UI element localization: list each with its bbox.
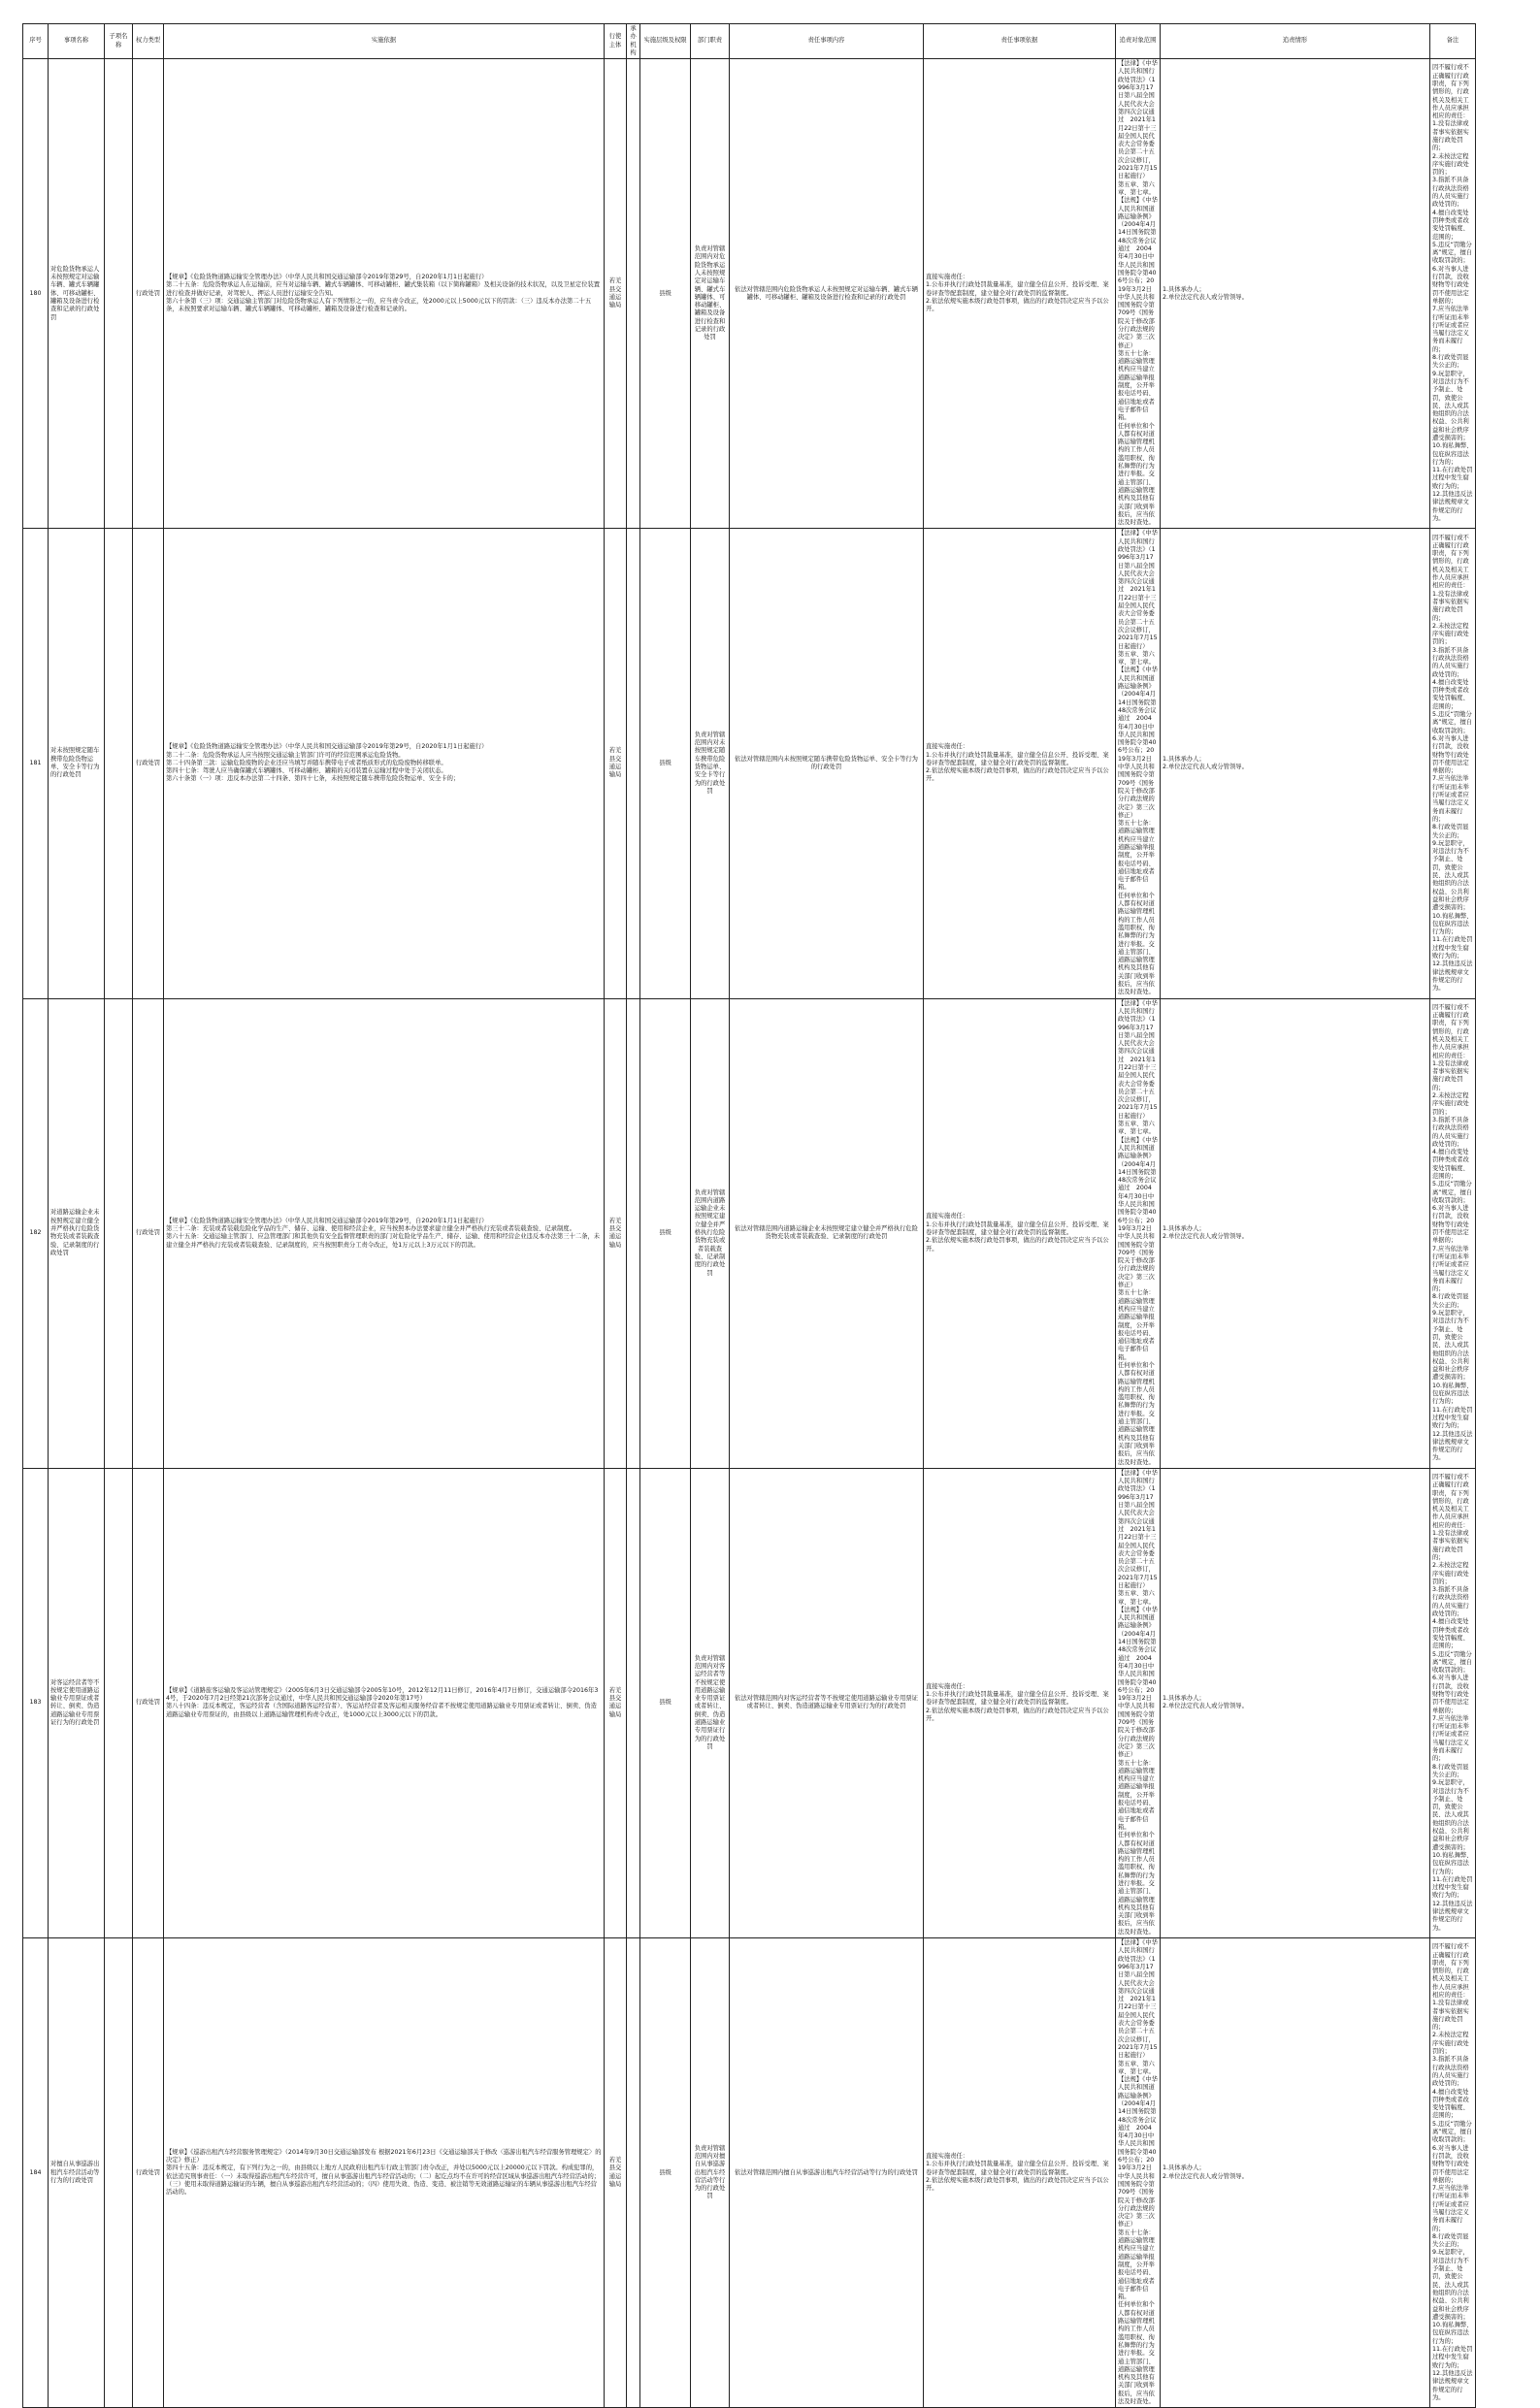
cell-no: 182: [23, 998, 49, 1468]
header-cell: 实施依据: [164, 24, 605, 59]
cell-subject: 若羌县交通运输局: [605, 59, 627, 529]
cell-type: 行政处罚: [133, 1938, 164, 2408]
cell-basis: 【规章】《巡游出租汽车经营服务管理规定》（2014年9月30日交通运输部发布 根据2021年6月23日《交通运输部关于修改〈巡游出租汽车经营服务管理规定〉的决定》修正） 第四十五条：违反本规定，有下列行为之一的，由县级以上地方人民政府出租汽车行政主管部门责令改正，并处以5000元以上20000元以下罚款。构成犯罪的，依法追究刑事责任：（一）未取得巡游出租汽车经营许可，擅自从事巡游出租汽车经营活动的；（二）起讫点均不在许可的经营区域从事巡游出租汽车经营活动的；（三）使用未取得道路运输证的车辆，擅自从事巡游出租汽车经营活动的；（四）使用失效、伪造、变造、被注销等无效道路运输证的车辆从事巡游出租汽车经营活动的。: [164, 1938, 605, 2408]
cell-org: [627, 998, 640, 1468]
cell-duty: 依法对管辖范围内擅自从事巡游出租汽车经营活动等行为的行政处罚: [730, 1938, 924, 2408]
cell-basis: 【规章】《危险货物道路运输安全管理办法》（中华人民共和国交通运输部令2019年第29号，自2020年1月1日起施行） 第二十二条：危险货物承运人应当按照交通运输主管部门许可的经营范围承运危险货物。 第二十四条第三款：运输危险废物的企业还应当填写并随车携带电子或者纸质形式的危险废物转移联单。 第四十七条：驾驶人应当确保罐式车辆罐体、可移动罐柜、罐箱的关闭装置在运输过程中处于关闭状态。 第六十条第（一）项：违反本办法第二十四条、第四十七条，未按照规定随车携带危险货物运单、安全卡的；: [164, 529, 605, 998]
cell-level: 县级: [640, 1938, 691, 2408]
table-row: [23, 1938, 1476, 2408]
cell-level: 县级: [640, 529, 691, 998]
cell-no: 180: [23, 59, 49, 529]
cell-duty: 依法对管辖范围内对客运经营者等不按规定使用道路运输业专用票证或者转让、倒卖、伪造道路运输业专用票证行为的行政处罚: [730, 1468, 924, 1937]
cell-sub: [105, 529, 133, 998]
cell-scope: 负责对管辖范围内对危险货物承运人未按照规定对运输车辆、罐式车辆罐体、可移动罐柜、罐箱及设备进行检查和记录的行政处罚: [691, 59, 730, 529]
cell-org: [627, 1938, 640, 2408]
cell-basis: 【规章】《危险货物道路运输安全管理办法》（中华人民共和国交通运输部令2019年第29号，自2020年1月1日起施行） 第二十五条：危险货物承运人在运输前，应当对运输车辆、罐式车辆罐体、可移动罐柜、罐式集装箱（以下简称罐箱）及相关设备的技术状况，以及卫星定位装置进行检查并做好记录，对驾驶人、押运人员进行运输安全告知。 第六十条第（三）项：交通运输主管部门对危险货物承运人有下列情形之一的，应当责令改正，处2000元以上5000元以下的罚款：（三）违反本办法第二十五条，未按照要求对运输车辆、罐式车辆罐体、可移动罐柜、罐箱及设备进行检查和记录的。: [164, 59, 605, 529]
cell-sub: [105, 59, 133, 529]
cell-level: 县级: [640, 998, 691, 1468]
header-cell: 行使主体: [605, 24, 627, 59]
cell-law: 【法律】《中华人民共和国行政处罚法》（1996年3月17日第八届全国人民代表大会第四次会议通过 2021年1月22日第十三届全国人民代表大会常务委员会第二十五次会议修订，2021年7月15日起施行） 第五章、第六章、第七章。 【法规】《中华人民共和国道路运输条例》（2004年4月14日国务院第48次常务会议通过 2004年4月30日中华人民共和国国务院令第406号公布；2019年3月2日中华人民共和国国务院令第709号《国务院关于修改部分行政法规的决定》第三次修正） 第五十七条：道路运输管理机构应当建立道路运输举报制度，公开举报电话号码、通信地址或者电子邮件信箱。 任何单位和个人都有权对道路运输管理机构的工作人员滥用职权、徇私舞弊的行为进行举报。交通主管部门、道路运输管理机构及其他有关部门收到举报后，应当依法及时查处。: [1116, 59, 1161, 529]
cell-basis: 【规章】《道路旅客运输及客运站管理规定》（2005年6月3日交通运输部令2005年10号，2012年12月11日修订，2016年4月7日修订，交通运输部令2016年34号，于2020年7月2日经第21次部务会议通过，中华人民共和国交通运输部令2020年第17号） 第八十四条：违反本规定，客运经营者（含国际道路客运经营者）、客运站经营者及客运相关服务经营者不按规定使用道路运输业专用票证或者转让、倒卖、伪造道路运输业专用票证的，由县级以上道路运输管理机构责令改正，处1000元以上3000元以下的罚款。: [164, 1468, 605, 1937]
cell-no: 183: [23, 1468, 49, 1937]
header-cell: 追责情形: [1161, 24, 1430, 59]
cell-subject: 若羌县交通运输局: [605, 998, 627, 1468]
cell-type: 行政处罚: [133, 1468, 164, 1937]
header-cell: 追责对象范围: [1116, 24, 1161, 59]
cell-subject: 若羌县交通运输局: [605, 1938, 627, 2408]
cell-duty: 依法对管辖范围内危险货物承运人未按照规定对运输车辆、罐式车辆罐体、可移动罐柜、罐箱及设备进行检查和记录的行政处罚: [730, 59, 924, 529]
cell-subject: 若羌县交通运输局: [605, 1468, 627, 1937]
header-cell: 子项名称: [105, 24, 133, 59]
cell-no: 181: [23, 529, 49, 998]
cell-sub: [105, 1468, 133, 1937]
header-cell: 责任事项依据: [924, 24, 1116, 59]
header-cell: 事项名称: [49, 24, 105, 59]
cell-target: 1.具体承办人； 2.单位法定代表人或分管领导。: [1161, 1468, 1430, 1937]
cell-scope: 负责对管辖范围内对未按照规定随车携带危险货物运单、安全卡等行为的行政处罚: [691, 529, 730, 998]
cell-org: [627, 529, 640, 998]
cell-law: 【法律】《中华人民共和国行政处罚法》（1996年3月17日第八届全国人民代表大会第四次会议通过 2021年1月22日第十三届全国人民代表大会常务委员会第二十五次会议修订，2021年7月15日起施行） 第五章、第六章、第七章。 【法规】《中华人民共和国道路运输条例》（2004年4月14日国务院第48次常务会议通过 2004年4月30日中华人民共和国国务院令第406号公布；2019年3月2日中华人民共和国国务院令第709号《国务院关于修改部分行政法规的决定》第三次修正） 第五十七条：道路运输管理机构应当建立道路运输举报制度，公开举报电话号码、通信地址或者电子邮件信箱。 任何单位和个人都有权对道路运输管理机构的工作人员滥用职权、徇私舞弊的行为进行举报。交通主管部门、道路运输管理机构及其他有关部门收到举报后，应当依法及时查处。: [1116, 529, 1161, 998]
cell-liability: 因不履行或不正确履行行政职责，有下列情形的，行政机关及相关工作人员应承担相应的责任： 1.没有法律或者事实依据实施行政处罚的； 2.未按法定程序实施行政处罚的； 3.指派不具备行政执法资格的人员实施行政处罚的； 4.擅自改变处罚种类或者改变处罚幅度、范围的； 5.违反“罚缴分离”规定，擅自收取罚款的； 6.对当事人进行罚款，没收财物等行政处罚不使用法定单据的； 7.应当依法举行听证而未举行听证或者应当履行法定义务而未履行的； 8.行政处罚显失公正的； 9.玩忽职守，对违法行为不予制止、处罚，致使公民、法人或其他组织的合法权益、公共利益和社会秩序遭受损害的； 10.徇私舞弊、包庇纵容违法行为的； 11.在行政处罚过程中发生腐败行为的； 12.其他违反法律法规规章文件规定的行为。: [1430, 1468, 1476, 1937]
header-cell: 实施层级及权限: [640, 24, 691, 59]
cell-content: 直接实施责任： 1.公布并执行行政处罚裁量基准，建立健全信息公开、投诉受理、案卷评查等配套制度，建立健全对行政处罚的监督制度。 2.依法依规实施本级行政处罚事项，做出的行政处罚决定应当予以公开。: [924, 529, 1116, 998]
cell-content: 直接实施责任： 1.公布并执行行政处罚裁量基准，建立健全信息公开、投诉受理、案卷评查等配套制度，建立健全对行政处罚的监督制度。 2.依法依规实施本级行政处罚事项，做出的行政处罚决定应当予以公开。: [924, 1938, 1116, 2408]
header-cell: 部门职责: [691, 24, 730, 59]
cell-content: 直接实施责任： 1.公布并执行行政处罚裁量基准，建立健全信息公开、投诉受理、案卷评查等配套制度，建立健全对行政处罚的监督制度。 2.依法依规实施本级行政处罚事项，做出的行政处罚决定应当予以公开。: [924, 1468, 1116, 1937]
cell-sub: [105, 1938, 133, 2408]
cell-content: 直接实施责任： 1.公布并执行行政处罚裁量基准，建立健全信息公开、投诉受理、案卷评查等配套制度，建立健全对行政处罚的监督制度。 2.依法依规实施本级行政处罚事项，做出的行政处罚决定应当予以公开。: [924, 59, 1116, 529]
cell-subject: 若羌县交通运输局: [605, 529, 627, 998]
header-cell: 备注: [1430, 24, 1476, 59]
cell-scope: 负责对管辖范围内对客运经营者等不按规定使用道路运输业专用票证或者转让、倒卖、伪造道路运输业专用票证行为的行政处罚: [691, 1468, 730, 1937]
header-row: [23, 24, 1476, 59]
cell-content: 直接实施责任： 1.公布并执行行政处罚裁量基准，建立健全信息公开、投诉受理、案卷评查等配套制度，建立健全对行政处罚的监督制度。 2.依法依规实施本级行政处罚事项，做出的行政处罚决定应当予以公开。: [924, 998, 1116, 1468]
cell-name: 对未按照规定随车携带危险货物运单、安全卡等行为的行政处罚: [49, 529, 105, 998]
cell-liability: 因不履行或不正确履行行政职责，有下列情形的，行政机关及相关工作人员应承担相应的责任： 1.没有法律或者事实依据实施行政处罚的； 2.未按法定程序实施行政处罚的； 3.指派不具备行政执法资格的人员实施行政处罚的； 4.擅自改变处罚种类或者改变处罚幅度、范围的； 5.违反“罚缴分离”规定，擅自收取罚款的； 6.对当事人进行罚款，没收财物等行政处罚不使用法定单据的； 7.应当依法举行听证而未举行听证或者应当履行法定义务而未履行的； 8.行政处罚显失公正的； 9.玩忽职守，对违法行为不予制止、处罚，致使公民、法人或其他组织的合法权益、公共利益和社会秩序遭受损害的； 10.徇私舞弊、包庇纵容违法行为的； 11.在行政处罚过程中发生腐败行为的； 12.其他违反法律法规规章文件规定的行为。: [1430, 59, 1476, 529]
cell-law: 【法律】《中华人民共和国行政处罚法》（1996年3月17日第八届全国人民代表大会第四次会议通过 2021年1月22日第十三届全国人民代表大会常务委员会第二十五次会议修订，2021年7月15日起施行） 第五章、第六章、第七章。 【法规】《中华人民共和国道路运输条例》（2004年4月14日国务院第48次常务会议通过 2004年4月30日中华人民共和国国务院令第406号公布；2019年3月2日中华人民共和国国务院令第709号《国务院关于修改部分行政法规的决定》第三次修正） 第五十七条：道路运输管理机构应当建立道路运输举报制度，公开举报电话号码、通信地址或者电子邮件信箱。 任何单位和个人都有权对道路运输管理机构的工作人员滥用职权、徇私舞弊的行为进行举报。交通主管部门、道路运输管理机构及其他有关部门收到举报后，应当依法及时查处。: [1116, 1938, 1161, 2408]
cell-basis: 【规章】《危险货物道路运输安全管理办法》（中华人民共和国交通运输部令2019年第29号，自2020年1月1日起施行） 第三十二条：充装或者装载危险化学品的生产、储存、运输、使用和经营企业，应当按照本办法要求建立健全并严格执行充装或者装载查验、记录制度。 第六十五条：交通运输主管部门、应急管理部门和其他负有安全监督管理职责的部门对危险化学品生产、储存、运输、使用和经营企业违反本办法第三十二条，未建立健全并严格执行充装或者装载查验、记录制度的，应当按照职责分工责令改正，处1万元以上3万元以下的罚款。: [164, 998, 605, 1468]
header-cell: 责任事项内容: [730, 24, 924, 59]
cell-scope: 负责对管辖范围内道路运输企业未按照规定建立健全并严格执行危险货物充装或者装载查验、记录制度的行政处罚: [691, 998, 730, 1468]
cell-type: 行政处罚: [133, 998, 164, 1468]
cell-law: 【法律】《中华人民共和国行政处罚法》（1996年3月17日第八届全国人民代表大会第四次会议通过 2021年1月22日第十三届全国人民代表大会常务委员会第二十五次会议修订，2021年7月15日起施行） 第五章、第六章、第七章。 【法规】《中华人民共和国道路运输条例》（2004年4月14日国务院第48次常务会议通过 2004年4月30日中华人民共和国国务院令第406号公布；2019年3月2日中华人民共和国国务院令第709号《国务院关于修改部分行政法规的决定》第三次修正） 第五十七条：道路运输管理机构应当建立道路运输举报制度，公开举报电话号码、通信地址或者电子邮件信箱。 任何单位和个人都有权对道路运输管理机构的工作人员滥用职权、徇私舞弊的行为进行举报。交通主管部门、道路运输管理机构及其他有关部门收到举报后，应当依法及时查处。: [1116, 1468, 1161, 1937]
cell-sub: [105, 998, 133, 1468]
table-row: [23, 59, 1476, 529]
cell-name: 对擅自从事巡游出租汽车经营活动等行为的行政处罚: [49, 1938, 105, 2408]
table-row: [23, 998, 1476, 1468]
cell-org: [627, 1468, 640, 1937]
cell-level: 县级: [640, 1468, 691, 1937]
cell-liability: 因不履行或不正确履行行政职责，有下列情形的，行政机关及相关工作人员应承担相应的责任： 1.没有法律或者事实依据实施行政处罚的； 2.未按法定程序实施行政处罚的； 3.指派不具备行政执法资格的人员实施行政处罚的； 4.擅自改变处罚种类或者改变处罚幅度、范围的； 5.违反“罚缴分离”规定，擅自收取罚款的； 6.对当事人进行罚款，没收财物等行政处罚不使用法定单据的； 7.应当依法举行听证而未举行听证或者应当履行法定义务而未履行的； 8.行政处罚显失公正的； 9.玩忽职守，对违法行为不予制止、处罚，致使公民、法人或其他组织的合法权益、公共利益和社会秩序遭受损害的； 10.徇私舞弊、包庇纵容违法行为的； 11.在行政处罚过程中发生腐败行为的； 12.其他违反法律法规规章文件规定的行为。: [1430, 998, 1476, 1468]
cell-target: 1.具体承办人； 2.单位法定代表人或分管领导。: [1161, 998, 1430, 1468]
cell-liability: 因不履行或不正确履行行政职责，有下列情形的，行政机关及相关工作人员应承担相应的责任： 1.没有法律或者事实依据实施行政处罚的； 2.未按法定程序实施行政处罚的； 3.指派不具备行政执法资格的人员实施行政处罚的； 4.擅自改变处罚种类或者改变处罚幅度、范围的； 5.违反“罚缴分离”规定，擅自收取罚款的； 6.对当事人进行罚款，没收财物等行政处罚不使用法定单据的； 7.应当依法举行听证而未举行听证或者应当履行法定义务而未履行的； 8.行政处罚显失公正的； 9.玩忽职守，对违法行为不予制止、处罚，致使公民、法人或其他组织的合法权益、公共利益和社会秩序遭受损害的； 10.徇私舞弊、包庇纵容违法行为的； 11.在行政处罚过程中发生腐败行为的； 12.其他违反法律法规规章文件规定的行为。: [1430, 1938, 1476, 2408]
cell-level: 县级: [640, 59, 691, 529]
cell-org: [627, 59, 640, 529]
table-row: [23, 1468, 1476, 1937]
cell-name: 对危险货物承运人未按照规定对运输车辆、罐式车辆罐体、可移动罐柜、罐箱及设备进行检查和记录的行政处罚: [49, 59, 105, 529]
power-list-table: [22, 23, 1476, 2408]
cell-duty: 依法对管辖范围内未按照规定随车携带危险货物运单、安全卡等行为的行政处罚: [730, 529, 924, 998]
table-row: [23, 529, 1476, 998]
cell-scope: 负责对管辖范围内对擅自从事巡游出租汽车经营活动等行为的行政处罚: [691, 1938, 730, 2408]
cell-name: 对道路运输企业未按照规定建立健全并严格执行危险货物充装或者装载查验、记录制度的行政处罚: [49, 998, 105, 1468]
header-cell: 序号: [23, 24, 49, 59]
cell-liability: 因不履行或不正确履行行政职责，有下列情形的，行政机关及相关工作人员应承担相应的责任： 1.没有法律或者事实依据实施行政处罚的； 2.未按法定程序实施行政处罚的； 3.指派不具备行政执法资格的人员实施行政处罚的； 4.擅自改变处罚种类或者改变处罚幅度、范围的； 5.违反“罚缴分离”规定，擅自收取罚款的； 6.对当事人进行罚款，没收财物等行政处罚不使用法定单据的； 7.应当依法举行听证而未举行听证或者应当履行法定义务而未履行的； 8.行政处罚显失公正的； 9.玩忽职守，对违法行为不予制止、处罚，致使公民、法人或其他组织的合法权益、公共利益和社会秩序遭受损害的； 10.徇私舞弊、包庇纵容违法行为的； 11.在行政处罚过程中发生腐败行为的； 12.其他违反法律法规规章文件规定的行为。: [1430, 529, 1476, 998]
cell-law: 【法律】《中华人民共和国行政处罚法》（1996年3月17日第八届全国人民代表大会第四次会议通过 2021年1月22日第十三届全国人民代表大会常务委员会第二十五次会议修订，2021年7月15日起施行） 第五章、第六章、第七章。 【法规】《中华人民共和国道路运输条例》（2004年4月14日国务院第48次常务会议通过 2004年4月30日中华人民共和国国务院令第406号公布；2019年3月2日中华人民共和国国务院令第709号《国务院关于修改部分行政法规的决定》第三次修正） 第五十七条：道路运输管理机构应当建立道路运输举报制度，公开举报电话号码、通信地址或者电子邮件信箱。 任何单位和个人都有权对道路运输管理机构的工作人员滥用职权、徇私舞弊的行为进行举报。交通主管部门、道路运输管理机构及其他有关部门收到举报后，应当依法及时查处。: [1116, 998, 1161, 1468]
cell-type: 行政处罚: [133, 529, 164, 998]
header-cell: 权力类型: [133, 24, 164, 59]
cell-target: 1.具体承办人； 2.单位法定代表人或分管领导。: [1161, 59, 1430, 529]
cell-no: 184: [23, 1938, 49, 2408]
cell-name: 对客运经营者等不按规定使用道路运输业专用票证或者转让、倒卖、伪造道路运输业专用票证行为的行政处罚: [49, 1468, 105, 1937]
cell-target: 1.具体承办人； 2.单位法定代表人或分管领导。: [1161, 1938, 1430, 2408]
cell-target: 1.具体承办人； 2.单位法定代表人或分管领导。: [1161, 529, 1430, 998]
header-cell: 承办机构: [627, 24, 640, 59]
cell-duty: 依法对管辖范围内道路运输企业未按照规定建立健全并严格执行危险货物充装或者装载查验、记录制度的行政处罚: [730, 998, 924, 1468]
cell-type: 行政处罚: [133, 59, 164, 529]
